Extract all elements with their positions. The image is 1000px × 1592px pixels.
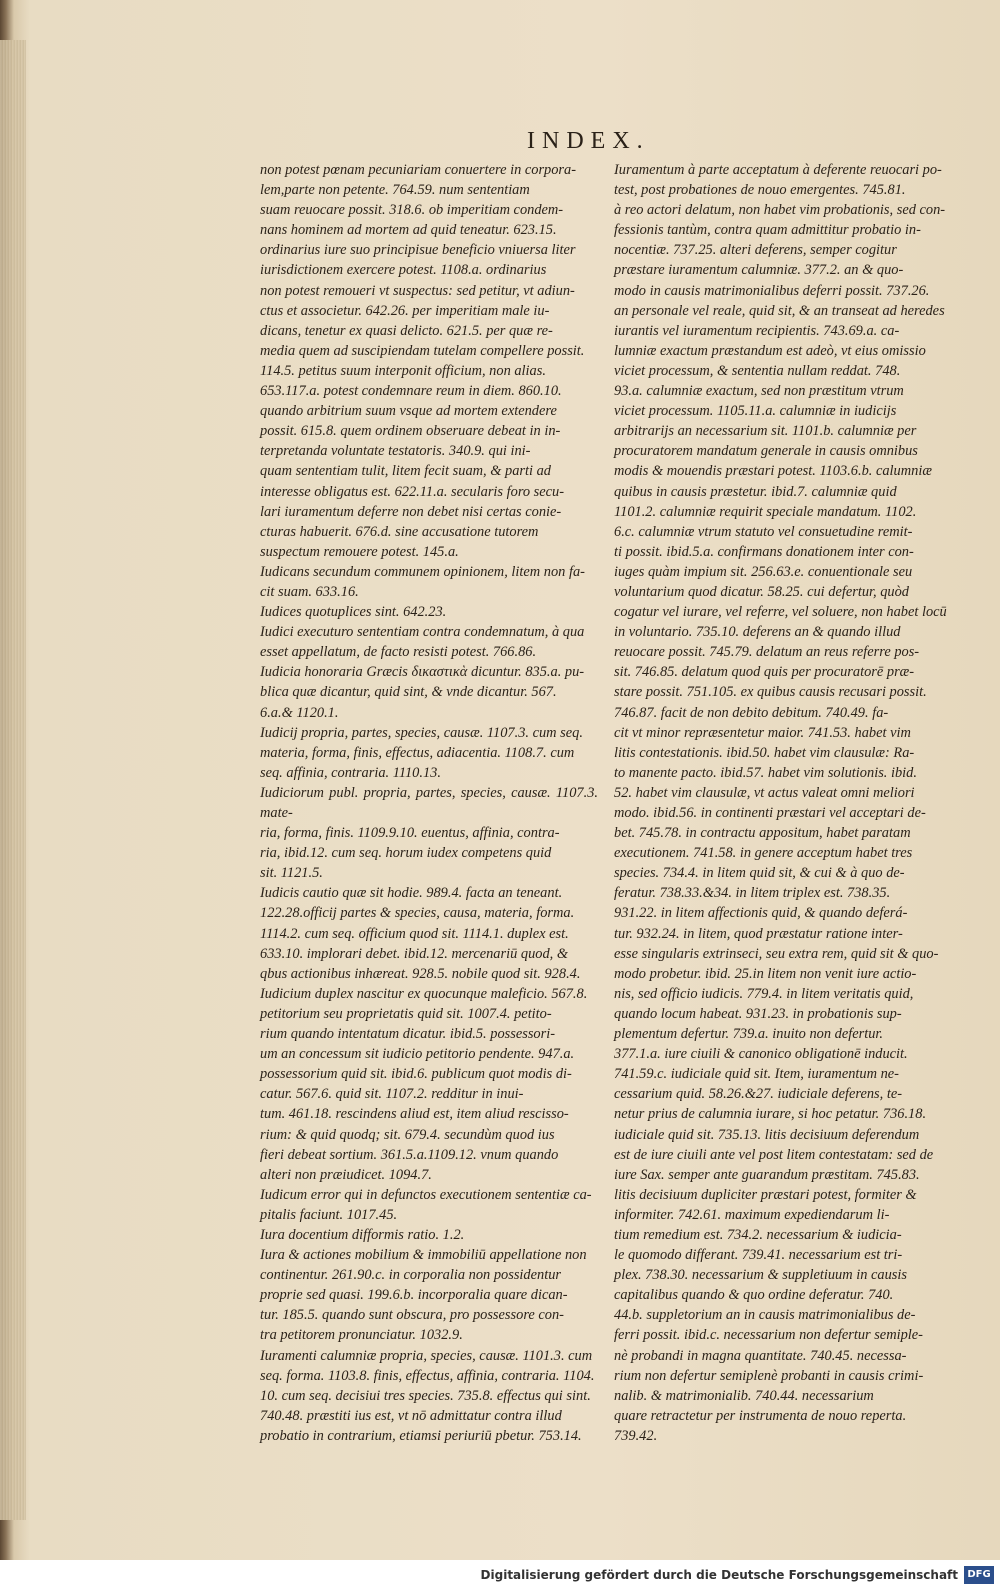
right-column [614, 160, 952, 1446]
running-head: INDEX. [527, 128, 650, 154]
funding-credit: Digitalisierung gefördert durch die Deutsche Forschungsgemeinschaft [480, 1568, 958, 1582]
right-column-text: Iuramentum à parte acceptatum à deferente reuocari po- test, post probationes de nouo emergentes. 745.81. à reo actori delatum, non habet vim probationis, sed con- fessionis tantùm, contra quam admittitur probatio in- nocentiæ. 737.25. alteri deferens, semper cogitur præstare iuramentum calumniæ. 377.2. an & quo- modo in causis matrimonialibus deferri possit. 737.26. an personale vel reale, quid sit, & an transeat ad heredes iurantis vel iuramentum recipientis. 743.69.a. ca- lumniæ exactum præstandum est adeò, vt eius omissio viciet processum, & sententia nullam reddat. 748. 93.a. calumniæ exactum, sed non præstitum vtrum viciet processum. 1105.11.a. calumniæ in iudicijs arbitrarijs an necessarium sit. 1101.b. calumniæ per procuratorem mandatum generale in causis omnibus modis & mouendis præstari potest. 1103.6.b. calumniæ quibus in causis præstetur. ibid.7. calumniæ quid 1101.2. calumniæ requirit speciale mandatum. 1102. 6.c. calumniæ vtrum statuto vel consuetudine remit- ti possit. ibid.5.a. confirmans donationem inter con- iuges quàm impium sit. 256.63.e. conuentionale seu voluntarium quod dicatur. 58.25. cui defertur, quòd cogatur vel iurare, vel referre, vel soluere, non habet locū in voluntario. 735.10. deferens an & quando illud reuocare possit. 745.79. delatum an reus referre pos- sit. 746.85. delatum quod quis per procuratorē præ- stare possit. 751.105. ex quibus causis recusari possit. 746.87. facit de non debito debitum. 740.49. fa- cit vt minor repræsentetur maior. 741.53. habet vim litis contestationis. ibid.50. habet vim clausulæ: Ra- to manente pacto. ibid.57. habet vim solutionis. ibid. 52. habet vim clausulæ, vt actus valeat omni meliori modo. ibid.56. in continenti præstari vel acceptari de- bet. 745.78. in contractu appositum, habet paratam executionem. 741.58. in genere acceptum habet tres species. 734.4. in litem quid sit, & cui & à quo de- feratur. 738.33.&34. in litem triplex est. 738.35. 931.22. in litem affectionis quid, & quando deferá- tur. 932.24. in litem, quod præstatur ratione inter- esse singularis extrinseci, seu extra rem, quid sit & quo- modo probetur. ibid. 25.in litem non venit iure actio- nis, sed officio iudicis. 779.4. in litem veritatis quid, quando locum habeat. 931.23. in probationis sup- plementum defertur. 739.a. inuito non defertur. 377.1.a. iure ciuili & canonico obligationē inducit. 741.59.c. iudiciale quid sit. Item, iuramentum ne- cessarium quid. 58.26.&27. iudiciale deferens, te- netur prius de calumnia iurare, si hoc petatur. 736.18. iudiciale quid sit. 735.13. litis decisiuum deferendum est de iure ciuili ante vel post litem contestatam: sed de iure Sax. semper ante guarandum præstitam. 745.83. litis decisiuum dupliciter præstari potest, formiter & informiter. 742.61. maximum expediendarum li- tium remedium est. 734.2. necessarium & iudicia- le quomodo differant. 739.41. necessarium est tri- plex. 738.30. necessarium & suppletiuum in causis capitalibus quando & quo ordine deferatur. 740. 44.b. suppletorium an in causis matrimonialibus de- ferri possit. ibid.c. necessarium non defertur semiple- nè probandi in magna quantitate. 740.45. necessa- rium non defertur semiplenè probanti in causis crimi- nalib. & matrimonialib. 740.44. necessarium quare retractetur per instrumenta de nouo reperta. 739.42. [614, 162, 947, 1444]
page [22, 0, 1000, 1560]
left-column-text: non potest pœnam pecuniariam conuertere in corpora- lem,parte non petente. 764.59. num sententiam suam reuocare possit. 318.6. ob imperitiam condem- nans hominem ad mortem ad quid teneatur. 623.15. ordinarius iure suo principisue beneficio vniuersa liter iurisdictionem exercere potest. 1108.a. ordinarius non potest remoueri vt suspectus: sed petitur, vt adiun- ctus et associetur. 642.26. per imperitiam male iu- dicans, tenetur ex quasi delicto. 621.5. per quæ re- media quem ad suscipiendam tutelam compellere possit. 114.5. petitus suum interponit officium, non alias. 653.117.a. potest condemnare reum in diem. 860.10. quando arbitrium suum vsque ad mortem extendere possit. 615.8. quem ordinem obseruare debeat in in- terpretanda voluntate testatoris. 340.9. qui ini- quam sententiam tulit, litem fecit suam, & parti ad interesse obligatus est. 622.11.a. secularis foro secu- lari iuramentum deferre non debet nisi certas conie- cturas habuerit. 676.d. sine accusatione tutorem suspectum remouere potest. 145.a. Iudicans secundum communem opinionem, litem non fa- cit suam. 633.16. Iudices quotuplices sint. 642.23. Iudici executuro sententiam contra condemnatum, à qua esset appellatum, de facto resisti potest. 766.86. Iudicia honoraria Græcis δικαστικὰ dicuntur. 835.a. pu- blica quæ dicantur, quid sint, & vnde dicantur. 567. 6.a.& 1120.1. Iudicij propria, partes, species, causæ. 1107.3. cum seq. materia, forma, finis, effectus, adiacentia. 1108.7. cum seq. affinia, contraria. 1110.13. Iudiciorum publ. propria, partes, species, causæ. 1107.3. mate- ria, forma, finis. 1109.9.10. euentus, affinia, contra- ria, ibid.12. cum seq. horum iudex competens quid sit. 1121.5. Iudicis cautio quæ sit hodie. 989.4. facta an teneant. 122.28.officij partes & species, causa, materia, forma. 1114.2. cum seq. officium quod sit. 1114.1. duplex est. 633.10. implorari debet. ibid.12. mercenariū quod, & qbus actionibus inhæreat. 928.5. nobile quod sit. 928.4. Iudicium duplex nascitur ex quocunque maleficio. 567.8. petitorium seu proprietatis quid sit. 1007.4. petito- rium quando intentatum dicatur. ibid.5. possessori- um an concessum sit iudicio petitorio pendente. 947.a. possessorium quid sit. ibid.6. publicum quot modis di- catur. 567.6. quid sit. 1107.2. redditur in inui- tum. 461.18. rescindens aliud est, item aliud rescisso- rium: & quid quodq; sit. 679.4. secundùm quod ius fieri debeat sortium. 361.5.a.1109.12. vnum quando alteri non præiudicet. 1094.7. Iudicum error qui in defunctos executionem sententiæ ca- pitalis faciunt. 1017.45. Iura docentium difformis ratio. 1.2. Iura & actiones mobilium & immobiliū appellatione non continentur. 261.90.c. in corporalia non possidentur proprie sed quasi. 199.6.b. incorporalia quare dican- tur. 185.5. quando sunt obscura, pro possessore con- tra petitorem pronunciatur. 1032.9. Iuramenti calumniæ propria, species, causæ. 1101.3. cum seq. forma. 1103.8. finis, effectus, affinia, contraria. 1104. 10. cum seq. decisiui tres species. 735.8. effectus qui sint. 740.48. præstiti ius est, vt nō admittatur contra illud probatio in contrarium, etiamsi periuriū pbetur. 753.14. [260, 162, 598, 1444]
left-column [260, 160, 598, 1446]
dfg-logo: DFG [964, 1566, 994, 1584]
footer-bar [0, 1560, 1000, 1592]
